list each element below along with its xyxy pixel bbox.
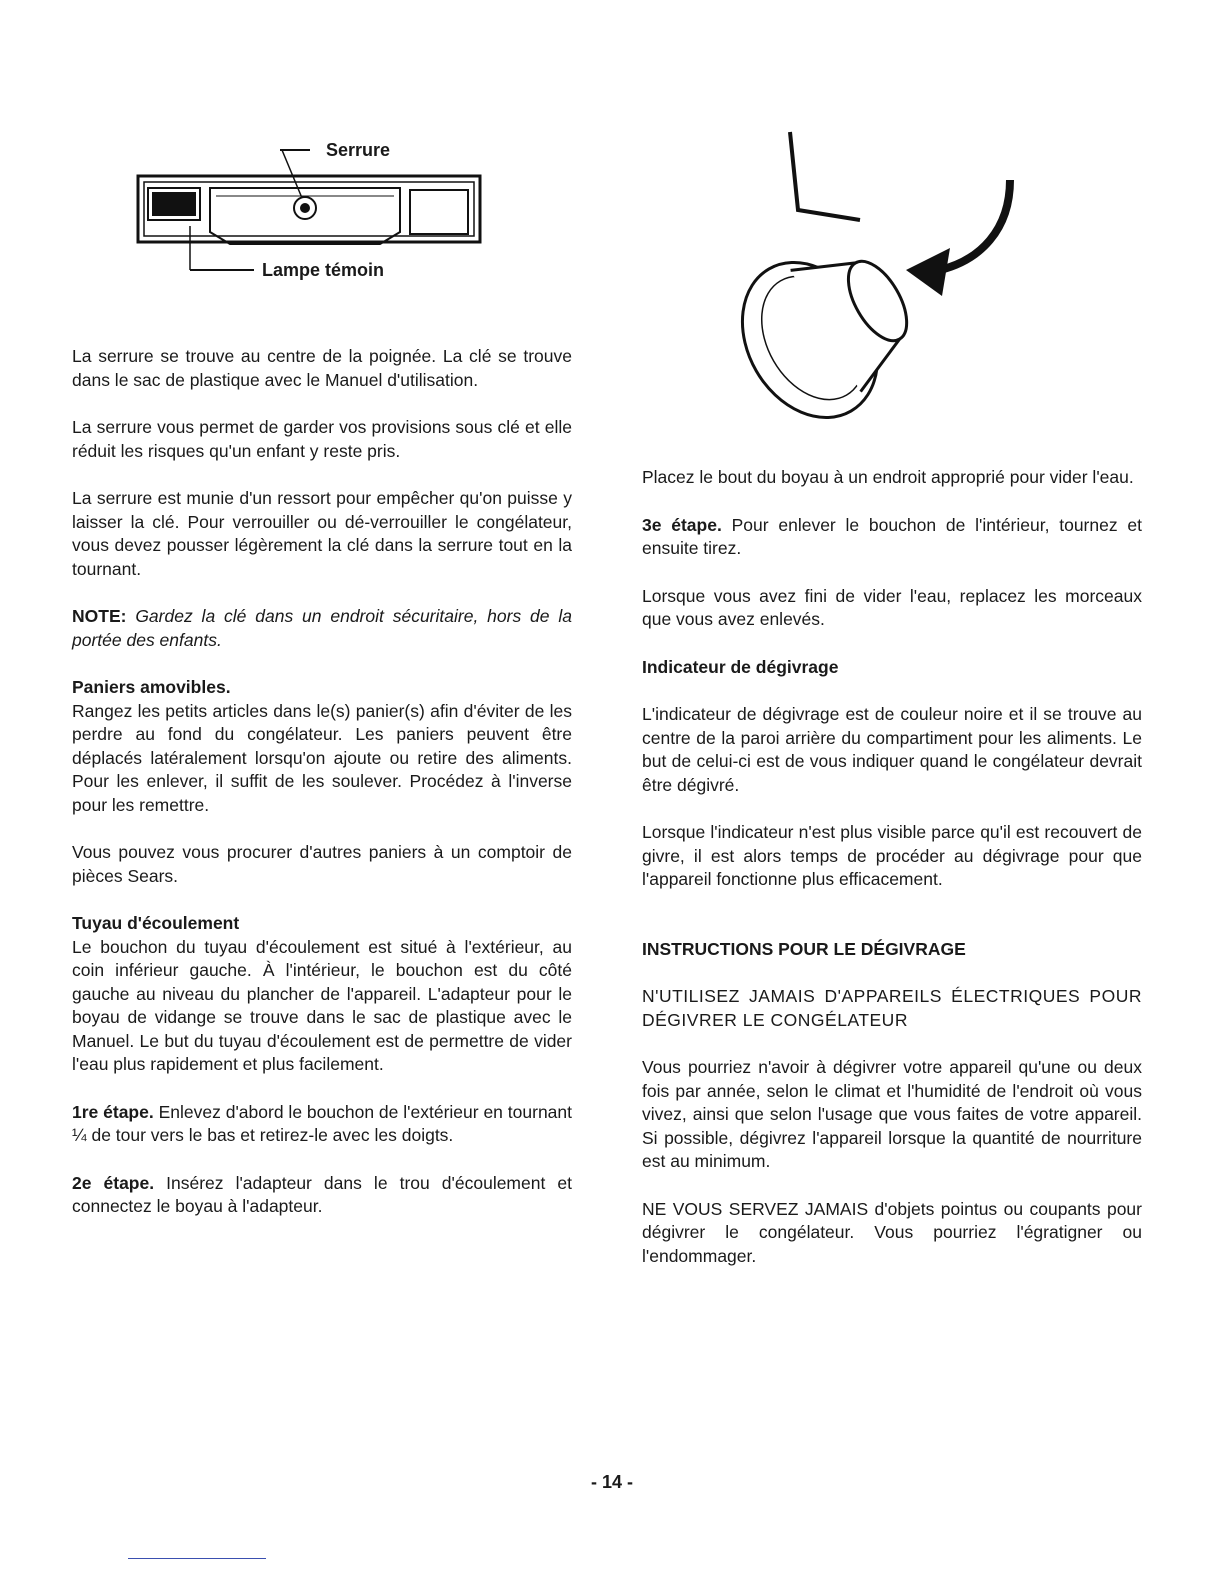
footer-rule: [128, 1558, 266, 1559]
step-2-paragraph: [72, 1172, 572, 1219]
right-column: [642, 466, 1142, 1292]
indicator-lamp-icon: [152, 192, 196, 216]
baskets-purchase-paragraph: Vous pouvez vous procurer d'autres paniers à un comptoir de pièces Sears.: [72, 842, 572, 886]
lock-spring-paragraph: La serrure est munie d'un ressort pour empêcher qu'on puisse y laisser la clé. Pour verrouiller ou dé-verrouiller le congélateur, vous devez pousser légèrement la clé dans la serrure tout en la tournant.: [72, 488, 572, 579]
electrical-warning: N'UTILISEZ JAMAIS D'APPAREILS ÉLECTRIQUES POUR DÉGIVRER LE CONGÉLATEUR: [642, 986, 1142, 1030]
drain-heading: Tuyau d'écoulement: [72, 913, 240, 933]
step-1-text: Enlevez d'abord le bouchon de l'extérieur en tournant ¼ de tour vers le bas et retirez-le avec les doigts.: [72, 1101, 572, 1145]
hose-placement-paragraph: Placez le bout du boyau à un endroit approprié pour vider l'eau.: [642, 467, 1134, 487]
lock-purpose-paragraph: La serrure vous permet de garder vos provisions sous clé et elle réduit les risques qu'un enfant y reste pris.: [72, 417, 572, 461]
lock-handle-figure: [130, 136, 490, 286]
step-2-label: 2e étape.: [72, 1172, 155, 1193]
lock-location-paragraph: La serrure se trouve au centre de la poignée. La clé se trouve dans le sac de plastique avec le Manuel d'utilisation.: [72, 346, 572, 390]
page-number: - 14 -: [590, 1472, 633, 1492]
note-paragraph: [72, 605, 572, 652]
baskets-heading: Paniers amovibles.: [72, 677, 231, 697]
drain-paragraph: Le bouchon du tuyau d'écoulement est situé à l'extérieur, au coin inférieur gauche. À l'intérieur, le bouchon est du côté gauche au niveau du plancher de l'appareil. L'adapteur pour le boyau de vidange se trouve dans le sac de plastique avec le Manuel. Le but du tuyau d'écoulement est de permettre de vider l'eau plus rapidement et plus facilement.: [72, 936, 572, 1074]
step-2-text: Insérez l'adapteur dans le trou d'écoulement et connectez le boyau à l'adapteur.: [72, 1172, 572, 1216]
baskets-paragraph: Rangez les petits articles dans le(s) panier(s) afin d'éviter de les perdre au fond du congélateur. Les paniers peuvent être déplacés latéralement lorsqu'on ajoute ou retire des aliments. Pour les enlever, il suffit de les soulever. Procédez à l'inverse pour les remettre.: [72, 700, 572, 815]
note-label: NOTE:: [72, 606, 127, 626]
left-column: [72, 345, 572, 1243]
step-1-paragraph: [72, 1101, 572, 1148]
defrost-instructions-heading: INSTRUCTIONS POUR LE DÉGIVRAGE: [642, 938, 966, 959]
plug-tool-icon: [790, 132, 860, 220]
defrost-frequency-paragraph: Vous pourriez n'avoir à dégivrer votre appareil qu'une ou deux fois par année, selon le climat et l'humidité de l'endroit où vous vivez, ainsi que selon l'usage que vous faites de votre appareil. Si possible, dégivrez l'appareil lorsque la quantité de nourriture est au minimum.: [642, 1057, 1142, 1171]
step-1-label: 1re étape.: [72, 1101, 154, 1122]
defrost-indicator-heading: Indicateur de dégivrage: [642, 656, 839, 677]
indicator-lamp-label: Lampe témoin: [262, 260, 385, 280]
note-text: Gardez la clé dans un endroit sécuritaire, hors de la portée des enfants.: [72, 606, 572, 650]
drain-plug-illustration: [710, 120, 1050, 440]
drain-plug-figure: [710, 120, 1050, 440]
step-3-label: 3e étape.: [642, 514, 722, 535]
indicator-description-paragraph: L'indicateur de dégivrage est de couleur noire et il se trouve au centre de la paroi arrière du compartiment pour les aliments. Le but de celui-ci est de vous indiquer quand le congélateur devrait être dégivré.: [642, 704, 1142, 795]
lock-label: Serrure: [326, 140, 391, 160]
step-3-text: Pour enlever le bouchon de l'intérieur, tournez et ensuite tirez.: [642, 514, 1142, 558]
replace-parts-paragraph: Lorsque vous avez fini de vider l'eau, replacez les morceaux que vous avez enlevés.: [642, 585, 1142, 629]
indicator-frost-paragraph: Lorsque l'indicateur n'est plus visible parce qu'il est recouvert de givre, il est alors temps de procéder au dégivrage pour que l'appareil fonctionne plus efficacement.: [642, 822, 1142, 889]
curved-arrow-icon: [940, 180, 1010, 270]
step-3-paragraph: [642, 514, 1142, 561]
sharp-objects-warning: NE VOUS SERVEZ JAMAIS d'objets pointus ou coupants pour dégivrer le congélateur. Vous pourriez l'égratigner ou l'endommager.: [642, 1198, 1142, 1266]
